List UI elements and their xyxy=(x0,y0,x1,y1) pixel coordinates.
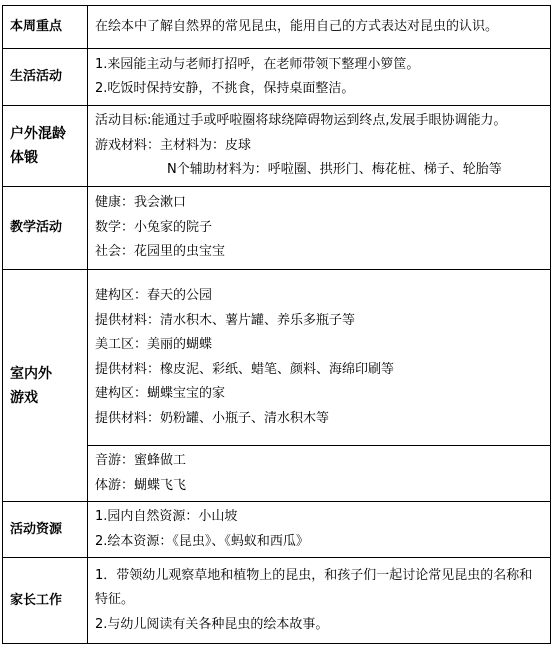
content-line: 提供材料：清水积木、薯片罐、养乐多瓶子等 xyxy=(95,312,356,328)
row-content xyxy=(88,106,551,187)
content-line: 体游：蝴蝶飞飞 xyxy=(95,477,187,493)
row-label xyxy=(3,270,88,502)
content-line: 2.与幼儿阅读有关各种昆虫的绘本故事。 xyxy=(95,616,329,632)
row-content xyxy=(88,502,551,558)
content-line: 提供材料：奶粉罐、小瓶子、清水积木等 xyxy=(95,410,330,426)
row-label: 家长工作 xyxy=(3,558,88,644)
content-line: N个辅助材料为：呼啦圈、拱形门、梅花桩、梯子、轮胎等 xyxy=(167,162,502,178)
row-label: 生活活动 xyxy=(3,49,88,106)
content-line: 1.园内自然资源：小山坡 xyxy=(95,509,238,524)
content-line: 2.绘本资源：《昆虫》、《蚂蚁和西瓜》 xyxy=(95,533,309,549)
content-line: 1.来园能主动与老师打招呼，在老师带领下整理小箩筐。 xyxy=(95,56,420,72)
row-content xyxy=(88,446,551,502)
row-content xyxy=(88,49,551,106)
table-row xyxy=(3,106,551,187)
content-line: 提供材料：橡皮泥、彩纸、蜡笔、颜料、海绵印刷等 xyxy=(95,361,395,377)
table-row xyxy=(3,502,551,558)
table-row xyxy=(3,187,551,270)
row-label-text: 室内外游戏 xyxy=(10,365,52,406)
content-line: 音游：蜜蜂做工 xyxy=(95,453,187,468)
row-content xyxy=(88,6,551,49)
row-content xyxy=(88,558,551,644)
table-row xyxy=(3,49,551,106)
row-label: 本周重点 xyxy=(3,6,88,49)
content-line: 美工区：美丽的蝴蝶 xyxy=(95,337,213,352)
row-label-text: 户外混龄体锻 xyxy=(10,126,66,166)
content-line: 活动目标:能通过手或呼啦圈将球绕障碍物运到终点,发展手眼协调能力。 xyxy=(95,113,507,129)
content-line: 建构区：蝴蝶宝宝的家 xyxy=(95,386,226,401)
row-content xyxy=(88,270,551,446)
table-row xyxy=(3,558,551,644)
table-row xyxy=(3,6,551,49)
content-line: 社会：花园里的虫宝宝 xyxy=(95,244,226,260)
row-label: 教学活动 xyxy=(3,187,88,270)
content-line: 建构区：春天的公园 xyxy=(95,288,213,303)
content-line: 在绘本中了解自然界的常见昆虫，能用自己的方式表达对昆虫的认识。 xyxy=(95,18,499,34)
row-content xyxy=(88,187,551,270)
content-line: 游戏材料：主材料为：皮球 xyxy=(95,137,252,153)
content-line: 2.吃饭时保持安静，不挑食，保持桌面整洁。 xyxy=(95,81,355,96)
table-row xyxy=(3,270,551,446)
weekly-plan-table xyxy=(2,5,551,644)
content-line: 健康：我会漱口 xyxy=(95,195,187,211)
content-line: 数学：小兔家的院子 xyxy=(95,219,213,235)
row-label xyxy=(3,106,88,187)
content-line: 1．带领幼儿观察草地和植物上的昆虫，和孩子们一起讨论常见昆虫的名称和特征。 xyxy=(95,567,533,608)
row-label: 活动资源 xyxy=(3,502,88,558)
